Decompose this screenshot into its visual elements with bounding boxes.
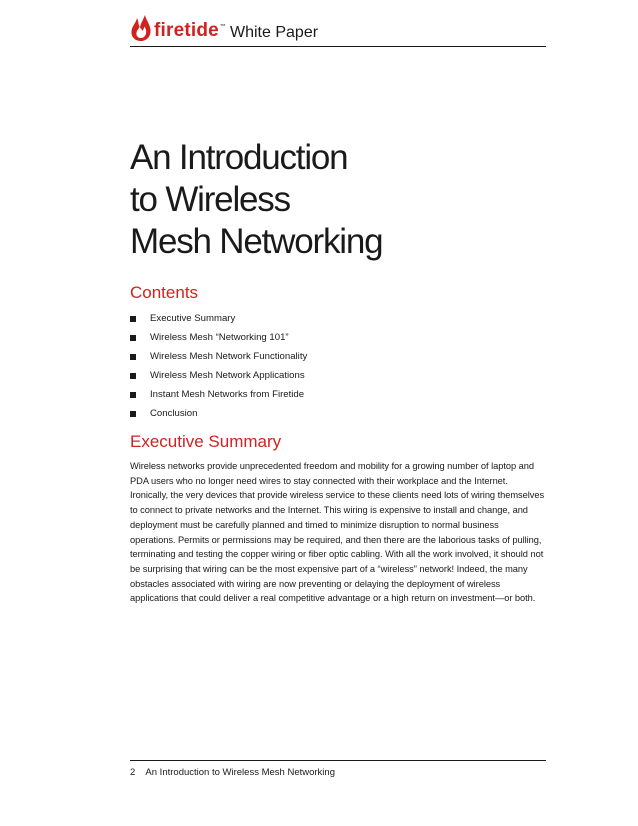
contents-list — [130, 309, 307, 423]
square-bullet-icon — [130, 392, 136, 398]
header-divider — [130, 46, 546, 47]
contents-item — [130, 328, 307, 347]
logo-wordmark: firetide™ — [154, 20, 227, 41]
firetide-logo — [130, 14, 226, 42]
contents-heading: Contents — [130, 283, 199, 302]
contents-item — [130, 347, 307, 366]
contents-item-label: Instant Mesh Networks from Firetide — [150, 389, 305, 400]
contents-item-label: Executive Summary — [150, 313, 236, 324]
contents-item — [130, 366, 307, 385]
document-title — [130, 137, 382, 263]
page-header — [130, 12, 546, 48]
page-footer — [130, 767, 335, 778]
title-line: An Introduction — [130, 138, 348, 177]
contents-item — [130, 385, 307, 404]
contents-item — [130, 404, 307, 423]
contents-item-label: Wireless Mesh Network Applications — [150, 370, 305, 381]
square-bullet-icon — [130, 354, 136, 360]
square-bullet-icon — [130, 335, 136, 341]
executive-summary-heading: Executive Summary — [130, 432, 282, 451]
footer-title: An Introduction to Wireless Mesh Networking — [145, 767, 335, 778]
contents-item-label: Wireless Mesh “Networking 101” — [150, 332, 289, 343]
flame-icon — [130, 14, 152, 42]
square-bullet-icon — [130, 411, 136, 417]
footer-divider — [130, 760, 546, 761]
title-line: Mesh Networking — [130, 222, 383, 261]
square-bullet-icon — [130, 316, 136, 322]
title-line: to Wireless — [130, 180, 290, 219]
contents-item-label: Wireless Mesh Network Functionality — [150, 351, 308, 362]
executive-summary-body: Wireless networks provide unprecedented freedom and mobility for a growing number of laptop and PDA users who no longer need wires to stay connected with their workplace and the Internet. Ironically, the very devices that provide wireless service to these clients need lots of wiring themselves to connect to private networks and the Internet. This wiring is expensive to install and change, and deployment must be carefully planned and timed to minimize disruption to normal business operations. Permits or permissions may be required, and then there are the laborious tasks of pulling, terminating and testing the copper wiring or fiber optic cabling. With all the work involved, it should not be surprising that wiring can be the most expensive part of a “wireless” network! Indeed, the many obstacles associated with wiring are now preventing or delaying the deployment of wireless applications that could deliver a real competitive advantage or a high return on investment—or both. — [130, 461, 545, 604]
page-number: 2 — [130, 767, 136, 778]
contents-item — [130, 309, 307, 328]
contents-item-label: Conclusion — [150, 408, 198, 419]
header-label: White Paper — [230, 24, 319, 41]
square-bullet-icon — [130, 373, 136, 379]
